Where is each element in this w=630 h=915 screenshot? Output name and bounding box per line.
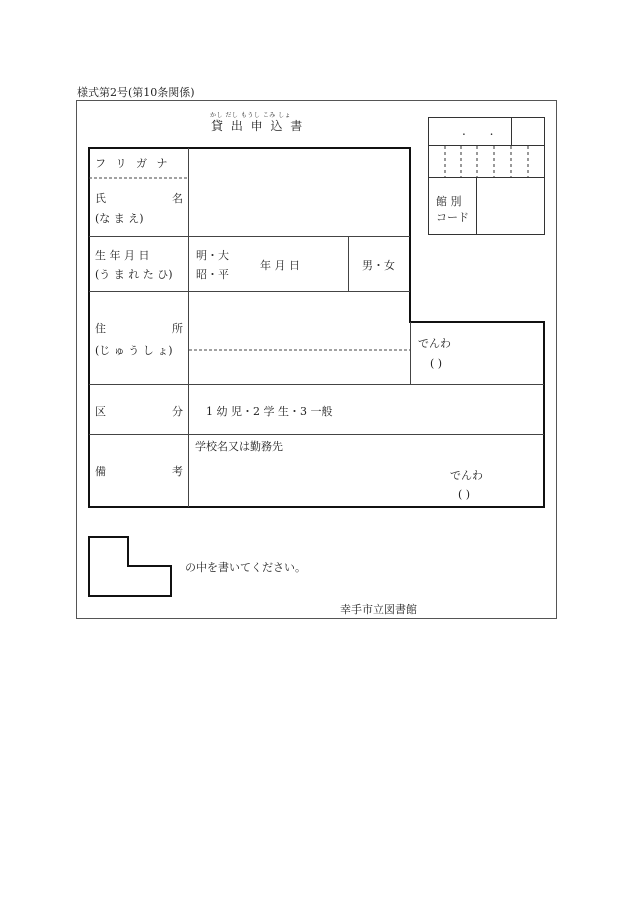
legend-shape: [89, 537, 171, 596]
library-code-label-1: 館 別: [436, 195, 462, 208]
form-number: 様式第2号(第10条関係): [77, 86, 195, 99]
outer-frame: [77, 101, 557, 619]
address-reading: (じ ゅ う し ょ): [95, 344, 173, 357]
birth-label: 生 年 月 日: [95, 249, 150, 262]
phone2-label: でんわ: [450, 469, 483, 482]
phone-label: でんわ: [418, 337, 451, 350]
instruction-text: の中を書いてください。: [185, 561, 306, 574]
school-or-work-label: 学校名又は勤務先: [195, 440, 283, 453]
address-label-2: 所: [172, 322, 183, 335]
remarks-label-2: 考: [172, 465, 183, 478]
ymd-label: 年 月 日: [260, 259, 300, 272]
phone2-paren: ( ): [458, 488, 471, 501]
date-box: . .: [462, 124, 504, 138]
form-title: 貸 出 申 込 書: [211, 119, 305, 133]
library-code-label-2: コード: [436, 211, 469, 224]
issuer-name: 幸手市立図書館: [340, 603, 417, 616]
name-label: 氏: [95, 192, 106, 205]
gender-options: 男・女: [362, 259, 395, 272]
name-label-2: 名: [172, 192, 183, 205]
name-reading: (な ま え): [95, 212, 144, 225]
birth-reading: (う ま れ た ひ): [95, 268, 173, 281]
main-frame: [89, 148, 544, 507]
title-ruby: かし だし もうし こみ しょ: [210, 112, 292, 119]
remarks-label: 備: [95, 465, 106, 478]
era-option-2: 昭・平: [196, 268, 229, 281]
category-label: 区: [95, 405, 106, 418]
category-options: 1 幼 児・2 学 生・3 一般: [206, 405, 333, 418]
category-label-2: 分: [172, 405, 183, 418]
furigana-label: フ リ ガ ナ: [95, 157, 171, 170]
phone-paren: ( ): [430, 357, 443, 370]
era-option-1: 明・大: [196, 249, 229, 262]
address-label: 住: [95, 322, 106, 335]
